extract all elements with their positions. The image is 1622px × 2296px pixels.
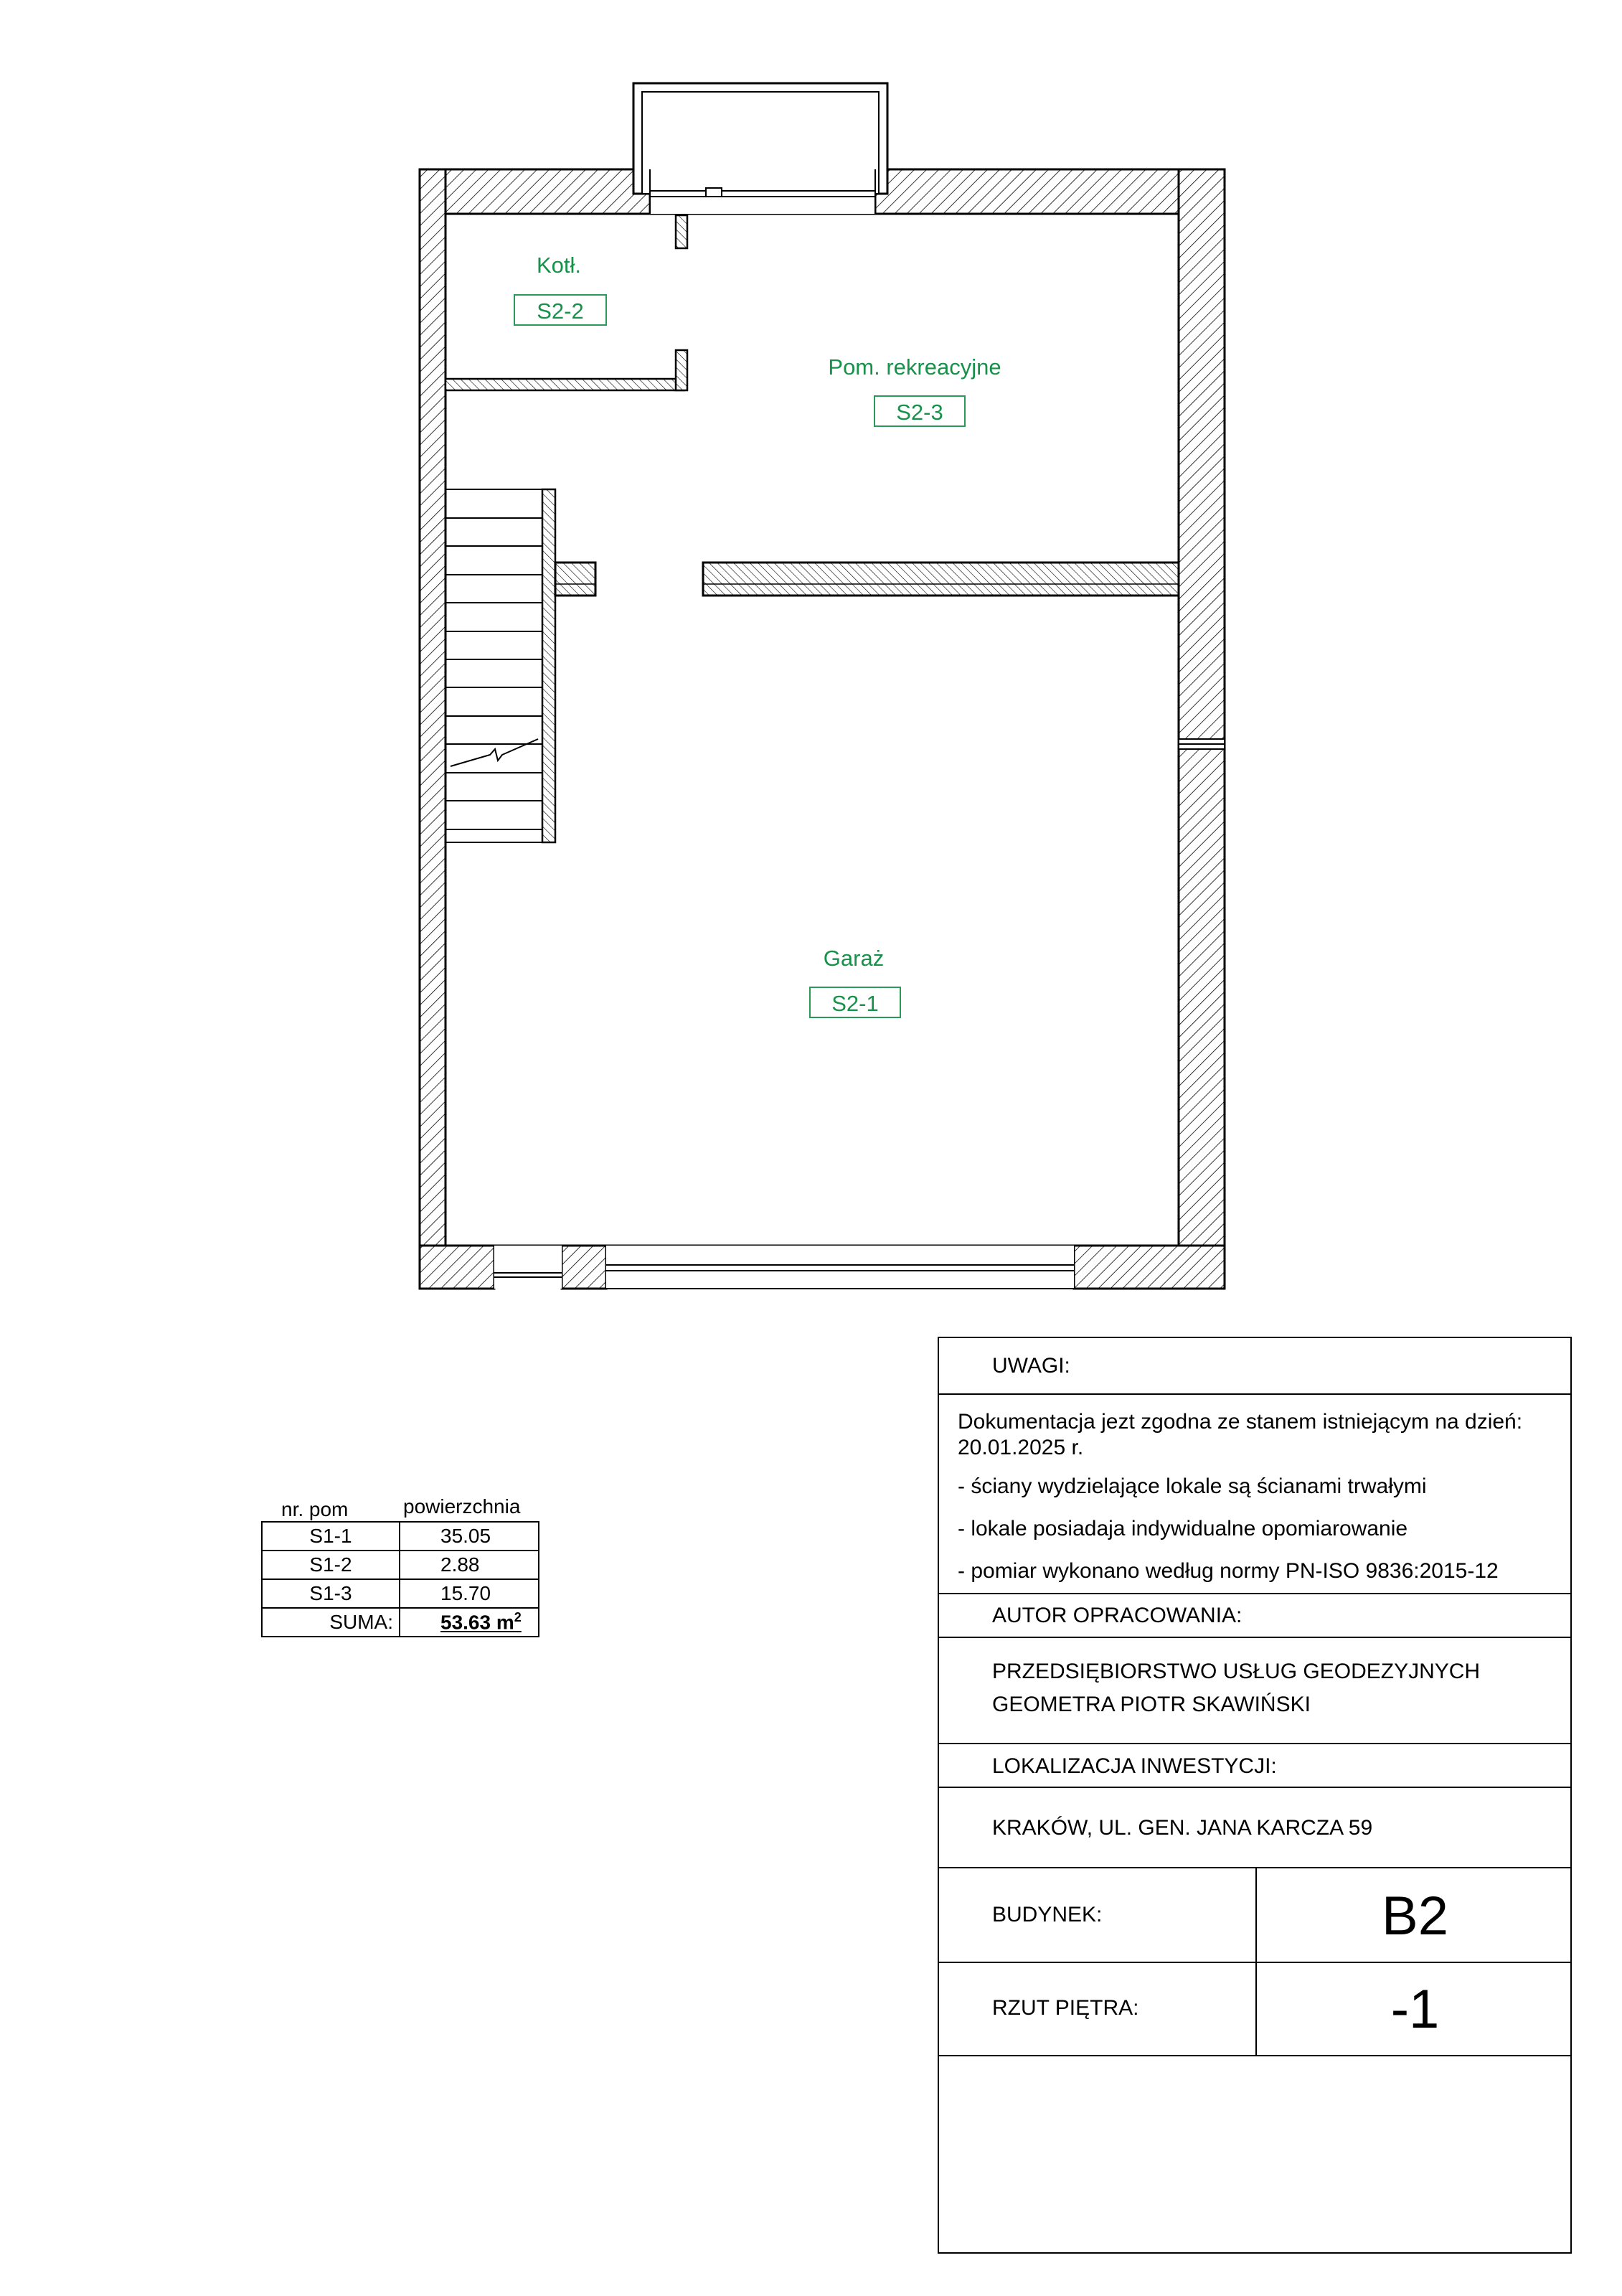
table-cell-area: 35.05 [400,1522,539,1551]
note-line: - lokale posiadaja indywidualne opomiarowanie [958,1517,1408,1540]
table-cell-area: 15.70 [400,1579,539,1608]
table-row [262,1551,539,1579]
title-block [938,1337,1572,2254]
note-line: Dokumentacja jezt zgodna ze stanem istniejącym na dzień: [958,1410,1523,1434]
notes-label: UWAGI: [992,1354,1070,1378]
room-code-boiler: S2-2 [514,294,607,326]
note-line: - pomiar wykonano według normy PN-ISO 9836:2015-12 [958,1559,1499,1583]
table-cell-nr: S1-2 [262,1551,400,1579]
author-line: GEOMETRA PIOTR SKAWIŃSKI [992,1693,1311,1716]
table-cell-area: 2.88 [400,1551,539,1579]
building-value: B2 [1382,1886,1448,1947]
area-table [261,1521,539,1637]
table-row [262,1522,539,1551]
sum-unit-sup: 2 [514,1610,522,1625]
sum-number: 53.63 m [440,1611,514,1634]
floor-label: RZUT PIĘTRA: [992,1996,1139,2020]
table-cell-nr: S1-3 [262,1579,400,1608]
room-name-boiler: Kotł. [536,253,582,278]
note-line: 20.01.2025 r. [958,1436,1084,1459]
author-label: AUTOR OPRACOWANIA: [992,1604,1243,1627]
right-wall-opening [1179,739,1225,749]
room-code-recreation: S2-3 [874,395,966,427]
location-value: KRAKÓW, UL. GEN. JANA KARCZA 59 [992,1816,1373,1840]
table-cell-nr: S1-1 [262,1522,400,1551]
area-table-header-nr: nr. pom [281,1498,349,1520]
area-table-header-area: powierzchnia [403,1495,521,1518]
floor-value: -1 [1390,1979,1440,2040]
author-line: PRZEDSIĘBIORSTWO USŁUG GEODEZYJNYCH [992,1660,1481,1683]
building-label: BUDYNEK: [992,1903,1103,1926]
location-label: LOKALIZACJA INWESTYCJI: [992,1754,1277,1778]
table-row-sum [262,1608,539,1637]
sum-label: SUMA: [262,1608,400,1637]
table-row [262,1579,539,1608]
sum-value [400,1608,539,1637]
room-name-recreation: Pom. rekreacyjne [828,354,1001,380]
note-line: - ściany wydzielające lokale są ścianami trwałymi [958,1474,1427,1498]
room-name-garage: Garaż [823,946,885,971]
room-code-garage: S2-1 [809,987,901,1018]
